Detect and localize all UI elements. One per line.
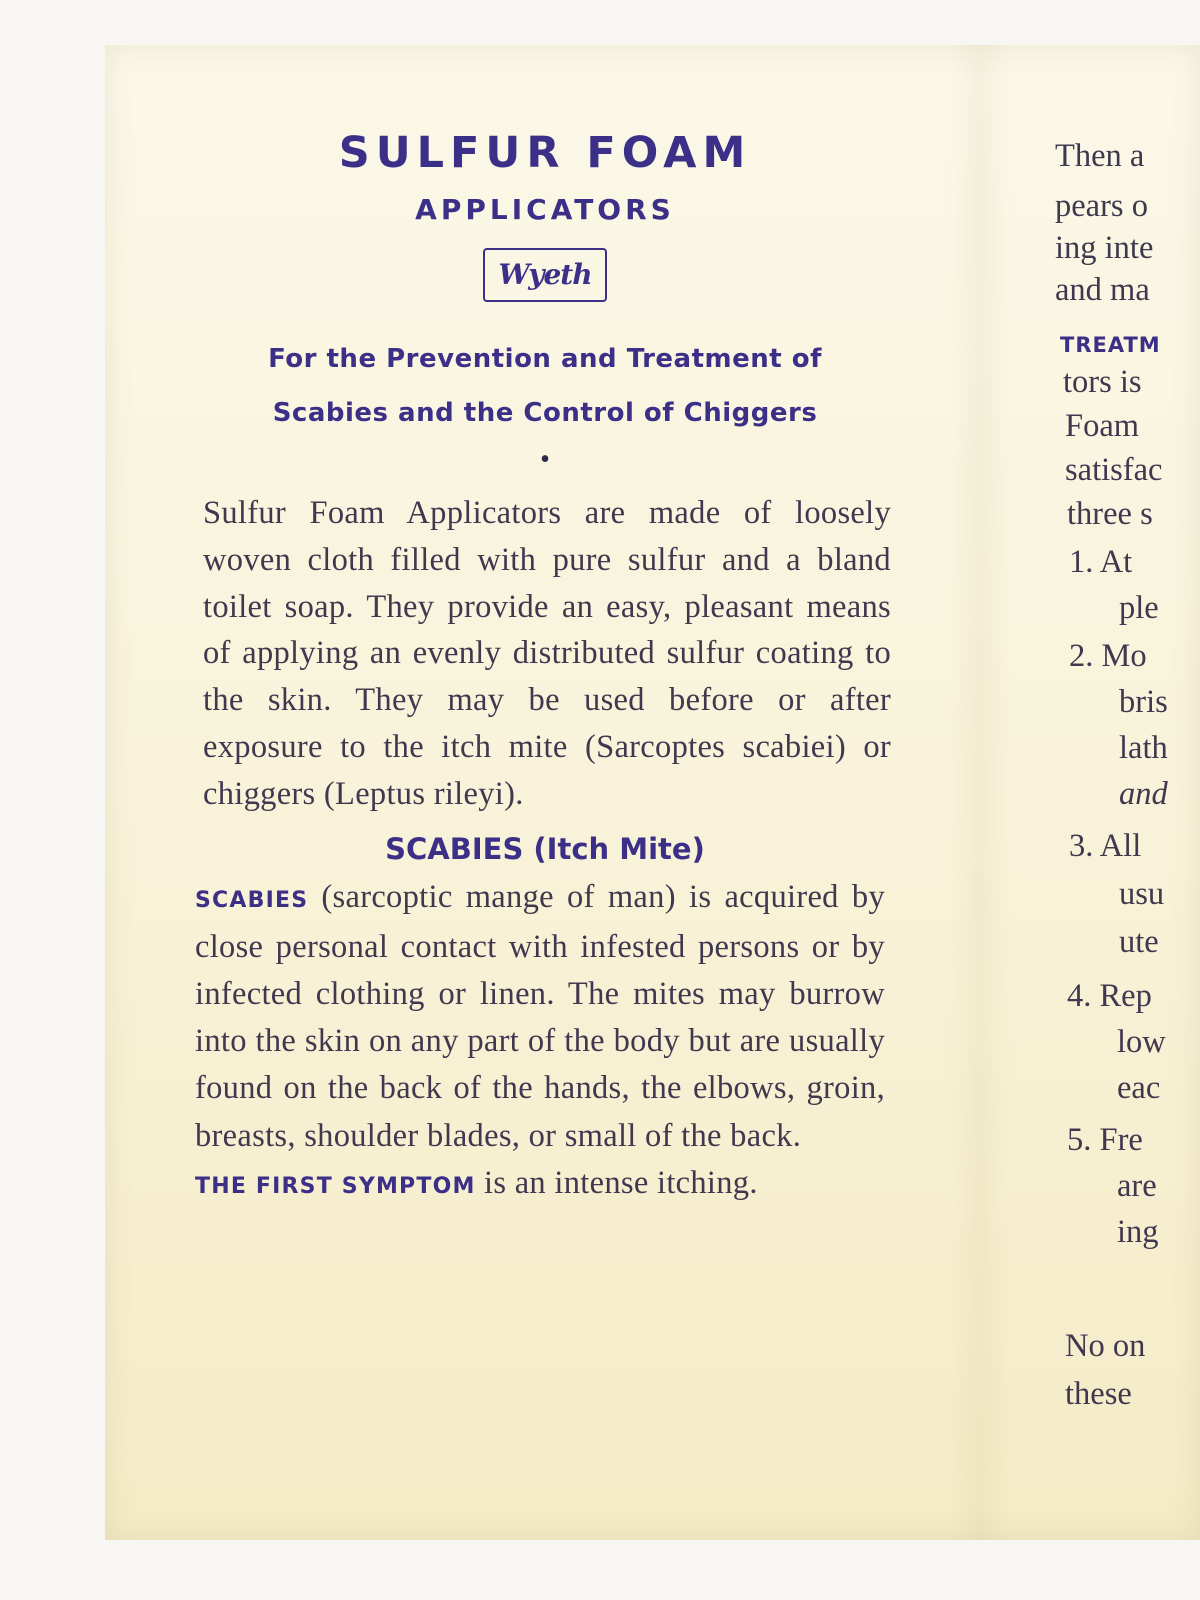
tagline-line-1: For the Prevention and Treatment of: [268, 344, 822, 374]
step-2: 2. Mo: [1069, 638, 1147, 674]
step-4-cont: low: [1117, 1024, 1166, 1060]
left-column: [195, 120, 895, 1210]
step-5-cont: are: [1117, 1168, 1157, 1204]
right-column: [1055, 138, 1200, 1438]
right-line: pears o: [1055, 188, 1148, 224]
step-3-cont: ute: [1119, 924, 1159, 960]
document-title: SULFUR FOAM: [338, 128, 752, 178]
page-fold: [950, 45, 1010, 1540]
right-line: tors is: [1063, 364, 1142, 400]
scabies-text: (sarcoptic mange of man) is acquired by close personal contact with infested persons or by infected clothing or linen. The mites may burrow into the skin on any part of the body but are usually found on the back of the hands, the elbows, groin, breasts, shoulder blades, or small of the back.: [195, 878, 885, 1154]
intro-paragraph: Sulfur Foam Applicators are made of loosely woven cloth filled with pure sulfur and a bland toilet soap. They provide an easy, pleasant means of applying an evenly distributed sulfur coating to the skin. They may be used before or after exposure to the itch mite (Sarcoptes scabiei) or chiggers (Leptus rileyi).: [203, 495, 891, 812]
step-1: 1. At: [1069, 544, 1133, 580]
footer-line: No on: [1065, 1328, 1146, 1364]
wyeth-logo: Wyeth: [483, 248, 607, 302]
symptom-paragraph: [195, 1160, 885, 1210]
step-3: 3. All: [1069, 828, 1142, 864]
step-4: 4. Rep: [1067, 978, 1152, 1014]
step-5-cont: ing: [1117, 1214, 1159, 1250]
right-line: ing inte: [1055, 230, 1154, 266]
right-line: three s: [1067, 496, 1153, 532]
step-2-cont: and: [1119, 776, 1168, 812]
step-3-cont: usu: [1119, 876, 1165, 912]
right-line: Foam: [1065, 408, 1140, 444]
symptom-text: is an intense itching.: [475, 1164, 758, 1201]
treatment-lead: TREATM: [1060, 333, 1161, 357]
step-2-cont: lath: [1119, 730, 1168, 766]
bullet-separator: •: [540, 444, 550, 475]
step-4-cont: eac: [1117, 1070, 1161, 1106]
right-line: and ma: [1055, 272, 1150, 308]
scabies-paragraph: [195, 874, 885, 1160]
tagline-line-2: Scabies and the Control of Chiggers: [272, 398, 818, 428]
footer-line: these: [1065, 1376, 1132, 1412]
scabies-heading: SCABIES (Itch Mite): [385, 831, 705, 866]
step-5: 5. Fre: [1067, 1122, 1143, 1158]
document-subtitle: APPLICATORS: [415, 193, 675, 226]
scabies-lead: SCABIES: [195, 887, 309, 913]
step-1-cont: ple: [1119, 590, 1159, 626]
step-2-cont: bris: [1119, 684, 1168, 720]
tagline: [195, 332, 895, 440]
right-line: satisfac: [1065, 452, 1163, 488]
symptom-lead: THE FIRST SYMPTOM: [195, 1173, 476, 1199]
right-line: Then a: [1055, 138, 1145, 174]
